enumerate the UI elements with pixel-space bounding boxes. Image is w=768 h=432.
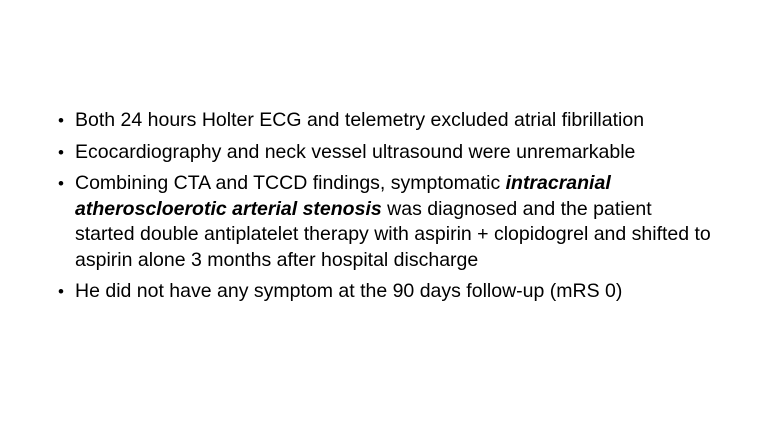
emphasized-text: intracranial atheroscloerotic arterial stenosis <box>75 172 611 220</box>
bullet-text: He did not have any symptom at the 90 days follow-up (mRS 0) <box>75 280 623 302</box>
slide-body-text <box>56 108 716 311</box>
bullet-item <box>56 279 716 305</box>
bullet-item <box>56 171 716 273</box>
bullet-item <box>56 108 716 134</box>
bullet-text: Combining CTA and TCCD findings, symptomatic <box>75 172 506 194</box>
bullet-item <box>56 140 716 166</box>
bullet-text: was diagnosed and the patient started double antiplatelet therapy with aspirin + clopidogrel and shifted to aspirin alone 3 months after hospital discharge <box>75 197 711 271</box>
bullet-text: Both 24 hours Holter ECG and telemetry excluded atrial fibrillation <box>75 109 645 131</box>
bullet-list <box>56 108 716 305</box>
bullet-text: Ecocardiography and neck vessel ultrasound were unremarkable <box>75 140 636 163</box>
